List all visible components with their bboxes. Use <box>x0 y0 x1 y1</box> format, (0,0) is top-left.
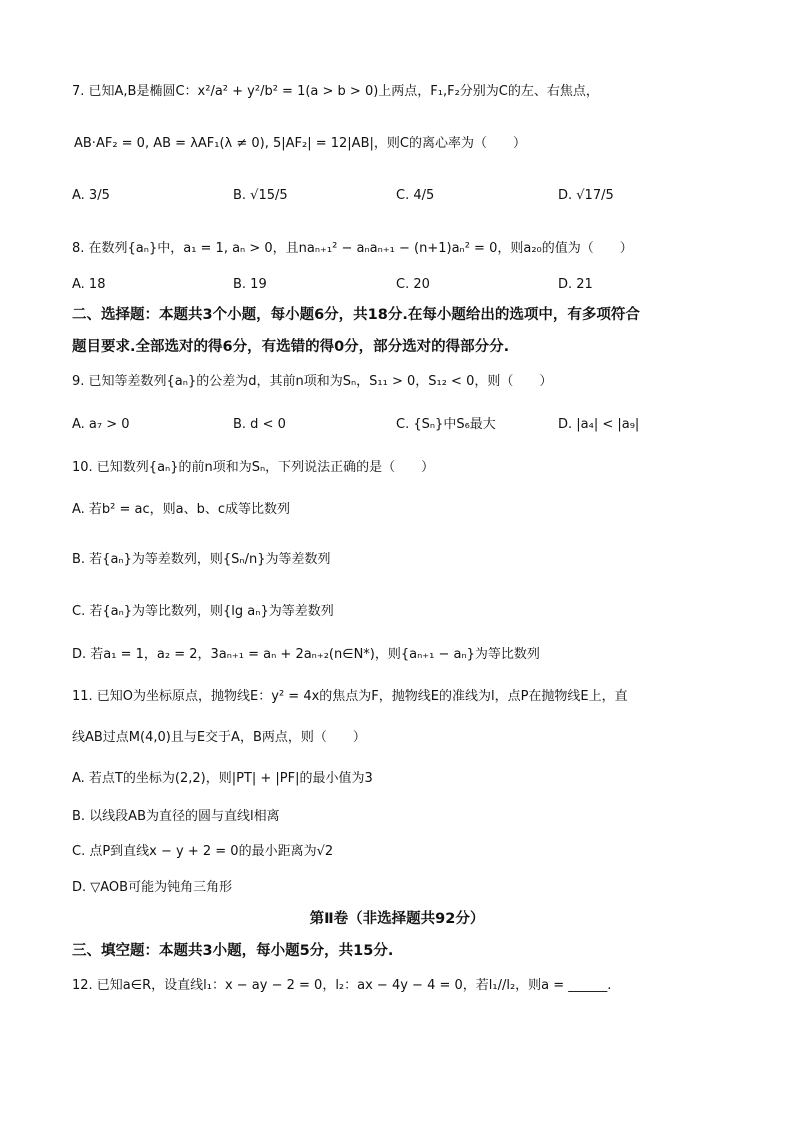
q8-option-d: D. 21 <box>558 277 593 292</box>
q10-option-a: A. 若b² = ac，则a、b、c成等比数列 <box>72 502 291 517</box>
q11-stem-line2: 线AB过点M(4,0)且与E交于A，B两点，则（ ） <box>72 730 366 745</box>
section3-heading: 三、填空题：本题共3小题，每小题5分，共15分. <box>72 943 394 959</box>
q7-option-a: A. 3/5 <box>72 188 110 203</box>
q9-option-c: C. {Sₙ}中S₆最大 <box>396 417 496 432</box>
q7-stem-line2: AB·AF₂ = 0, AB = λAF₁(λ ≠ 0), 5|AF₂| = 12|AB|，则C的离心率为（ ） <box>74 136 526 151</box>
q10-option-c: C. 若{aₙ}为等比数列，则{lg aₙ}为等差数列 <box>72 604 334 619</box>
q9-stem: 9. 已知等差数列{aₙ}的公差为d，其前n项和为Sₙ，S₁₁ > 0，S₁₂ < 0，则（ ） <box>72 374 553 389</box>
q10-option-b: B. 若{aₙ}为等差数列，则{Sₙ/n}为等差数列 <box>72 552 331 567</box>
q11-stem-line1: 11. 已知O为坐标原点，抛物线E：y² = 4x的焦点为F，抛物线E的准线为l，点P在抛物线E上，直 <box>72 689 628 704</box>
q8-option-c: C. 20 <box>396 277 430 292</box>
section2-heading-line2: 题目要求.全部选对的得6分，有选错的得0分，部分选对的得部分分. <box>72 339 510 355</box>
q10-stem: 10. 已知数列{aₙ}的前n项和为Sₙ，下列说法正确的是（ ） <box>72 460 435 475</box>
part2-title: 第Ⅱ卷（非选择题共92分） <box>309 911 485 927</box>
q9-option-d: D. |a₄| < |a₉| <box>558 417 640 432</box>
section2-heading-line1: 二、选择题：本题共3个小题，每小题6分，共18分.在每小题给出的选项中，有多项符合 <box>72 307 640 323</box>
q12-stem: 12. 已知a∈R，设直线l₁：x − ay − 2 = 0，l₂：ax − 4y − 4 = 0，若l₁//l₂，则a = ______. <box>72 978 612 993</box>
q11-option-d: D. ▽AOB可能为钝角三角形 <box>72 880 233 895</box>
q7-option-b: B. √15/5 <box>233 188 288 203</box>
q11-option-c: C. 点P到直线x − y + 2 = 0的最小距离为√2 <box>72 844 334 859</box>
q8-option-b: B. 19 <box>233 277 267 292</box>
q8-option-a: A. 18 <box>72 277 106 292</box>
q11-option-a: A. 若点T的坐标为(2,2)，则|PT| + |PF|的最小值为3 <box>72 771 373 786</box>
q9-option-b: B. d < 0 <box>233 417 286 432</box>
q8-stem: 8. 在数列{aₙ}中，a₁ = 1, aₙ > 0，且naₙ₊₁² − aₙaₙ₊₁ − (n+1)aₙ² = 0，则a₂₀的值为（ ） <box>72 241 633 256</box>
q9-option-a: A. a₇ > 0 <box>72 417 130 432</box>
q11-option-b: B. 以线段AB为直径的圆与直线l相离 <box>72 809 280 824</box>
q7-option-c: C. 4/5 <box>396 188 435 203</box>
q7-option-d: D. √17/5 <box>558 188 614 203</box>
q7-stem-line1: 7. 已知A,B是椭圆C：x²/a² + y²/b² = 1(a > b > 0)上两点，F₁,F₂分别为C的左、右焦点， <box>72 84 599 99</box>
q10-option-d: D. 若a₁ = 1，a₂ = 2，3aₙ₊₁ = aₙ + 2aₙ₊₂(n∈N*)，则{aₙ₊₁ − aₙ}为等比数列 <box>72 647 540 662</box>
